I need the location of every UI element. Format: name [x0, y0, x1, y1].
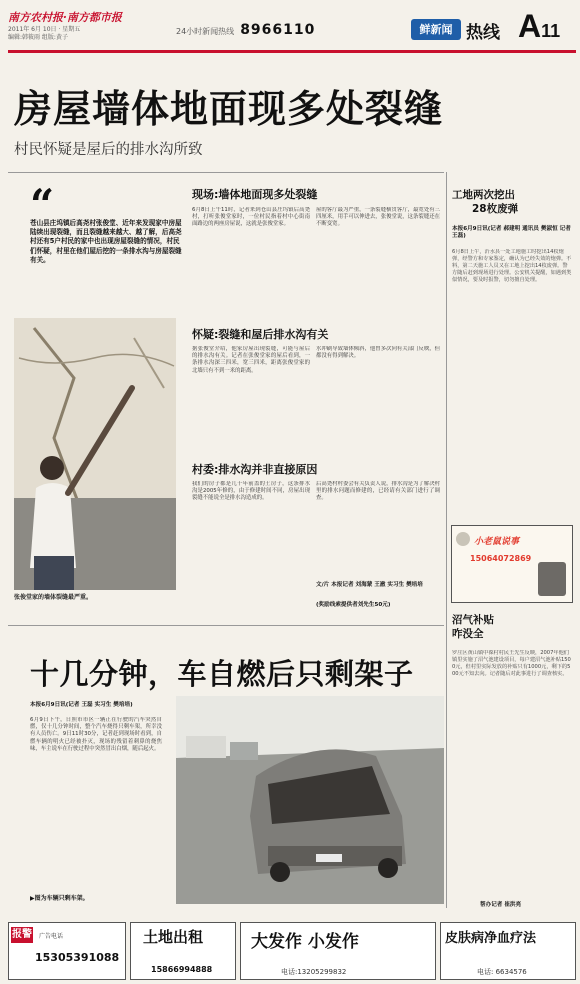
subsidy-body: 罗庄区黄山镇中葆村村民王先生反映，2007年他们镇里实施了沼气池建设项目，每户建沼气池补贴1500元，但村里实际发放的补贴只有1000元，剩下的500元不知去向。记者随后对此事进行了调查核实。: [452, 650, 571, 677]
subsidy-byline: 帮办记者 崔洪亮: [480, 902, 522, 908]
car-photo-caption: ▶图为车辆只剩车架。: [30, 895, 89, 902]
section-title: 现场:墙体地面现多处裂缝: [192, 188, 318, 201]
page-number: 11: [541, 21, 561, 41]
ad-skin: 皮肤病净血疗法 电话: 6634576: [440, 922, 576, 980]
section-title: 村委:排水沟并非直接原因: [192, 463, 318, 476]
divider: [8, 625, 444, 626]
ad-strip: [8, 922, 576, 980]
section-badge: 鲜新闻: [411, 19, 461, 40]
subsidy-title: 沼气补贴 咋没全: [452, 614, 494, 640]
issue-date: 2011年 6月 10日 · 星期五: [8, 26, 81, 33]
ad-avatar: [538, 562, 566, 596]
fire-headline: 十几分钟，车自燃后只剩架子: [30, 657, 414, 691]
hotline-text: 24小时新闻热线: [176, 27, 235, 36]
ad-big: 大发作 小发作 电话:13205299832: [240, 922, 436, 980]
byline: 文/片 本报记者 刘海蒙 王澈 实习生 樊培培: [316, 582, 423, 588]
hotline-box: [176, 22, 336, 38]
article-body: 屋的客厅最为严重，一条裂缝横贯客厅，最宽处有三四厘米，用手可以伸进去，张俊堂说，这条裂缝还在不断变宽。: [316, 207, 440, 228]
ad-phone: 15305391088: [35, 951, 120, 964]
article-body: 后高尧村村委会有关负责人说，排水沟是为了解决村里的排水问题而修建的，已经请有关部门进行了调查。: [316, 481, 440, 502]
lead-paragraph: 苍山县庄坞镇后高尧村张俊堂、近年来发现家中房屋陆续出现裂缝，而且裂缝越来越大、越了解，后高尧村还有5户村民的家中也出现房屋裂缝的情况，村民们怀疑，村里在他们屋后挖的一条排水沟与房屋裂缝有关。: [30, 219, 182, 264]
masthead: [8, 6, 188, 22]
headline: 房屋墙体地面现多处裂缝: [14, 87, 444, 131]
article-body: 我们的房子都是几十年前盖的土房子，这条排水沟是2005年修的，由于修建时间不同，房屋出现裂缝不能说全是排水沟造成的。: [192, 481, 310, 502]
article-body: 6月8日上午11时，记者来到苍山县庄坞镇后高尧村，打听张俊堂家时，一位村民指着村中心街南面路边的两座房屋说，这就是张俊堂家。: [192, 207, 310, 228]
sidebar-byline: 本报6月9日讯(记者 郝建明 通讯员 樊淑恒 记者 王磊): [452, 226, 571, 240]
fire-body: 6月9日下午，日照市市区一辆正在行驶的汽车突然自燃，仅十几分钟时间，整个汽车烧得只剩车架，所幸没有人员伤亡。9日11时30分，记者赶到现场时看到，自燃车辆的明火已经被扑灭，现场的残留着刺鼻的烧焦味，车主说车在行驶过程中突然冒出白烟，随后起火。: [30, 717, 162, 752]
sidebar-body: 6月8日上午，沂水县一处工地施工时挖出14枚炮弹，经警方和专家鉴定，确认为已经失效的炮弹。不料，第二天施工人员又在工地上挖出14枚废弹。警方随后赶到现场进行处理。公安机关提醒，如遇到类似情况，要及时报警，切勿擅自处理。: [452, 249, 572, 283]
editor-line: 编辑:韩筱雨 组版:黄子: [8, 34, 68, 41]
ad-alert: [8, 922, 126, 980]
ad-sub: 广告电话: [39, 933, 64, 940]
photo-car: [176, 696, 444, 904]
photo-crack: [14, 318, 176, 590]
ad-box: [451, 525, 573, 603]
ad-land: 土地出租 15866994888: [130, 922, 236, 980]
page-letter: A11: [518, 8, 561, 44]
quote-mark: “: [30, 180, 55, 229]
divider: [8, 172, 444, 173]
column-divider: [446, 172, 447, 908]
article-body: 据张俊堂介绍，他家房屋出现裂缝，可能与屋后的排水沟有关。记者在张俊堂家的屋后看到，一条排水沟深三四米，宽三四米，距离张俊堂家的北墙只有不到一米的距离。: [192, 346, 310, 374]
reward-note: (奖励线索提供者刘先生50元): [316, 602, 391, 608]
article-body: 水冲刷导致墙体倾斜，他曾多次向有关部门反映，但都没有得到解决。: [316, 346, 440, 360]
paper-name: 南方农村报·南方都市报: [8, 11, 122, 24]
mouse-icon: [456, 532, 470, 546]
header-rule: [8, 50, 576, 53]
section-name: 热线: [466, 23, 500, 43]
subheadline: 村民怀疑是屋后的排水沟所致: [14, 142, 203, 158]
fire-byline: 本报6月9日讯(记者 王磊 实习生 樊培培): [30, 702, 133, 708]
hotline-number: 8966110: [240, 22, 316, 38]
ad-tag: 报警: [11, 927, 33, 943]
ad-phone: 15064072869: [470, 554, 532, 563]
photo-caption: 张俊堂家的墙体裂缝最严重。: [14, 594, 93, 601]
ad-title: 小老鼠说事: [474, 537, 520, 547]
section-title: 怀疑:裂缝和屋后排水沟有关: [192, 328, 329, 341]
sidebar-title: 工地两次挖出 28枚废弹: [452, 189, 519, 215]
